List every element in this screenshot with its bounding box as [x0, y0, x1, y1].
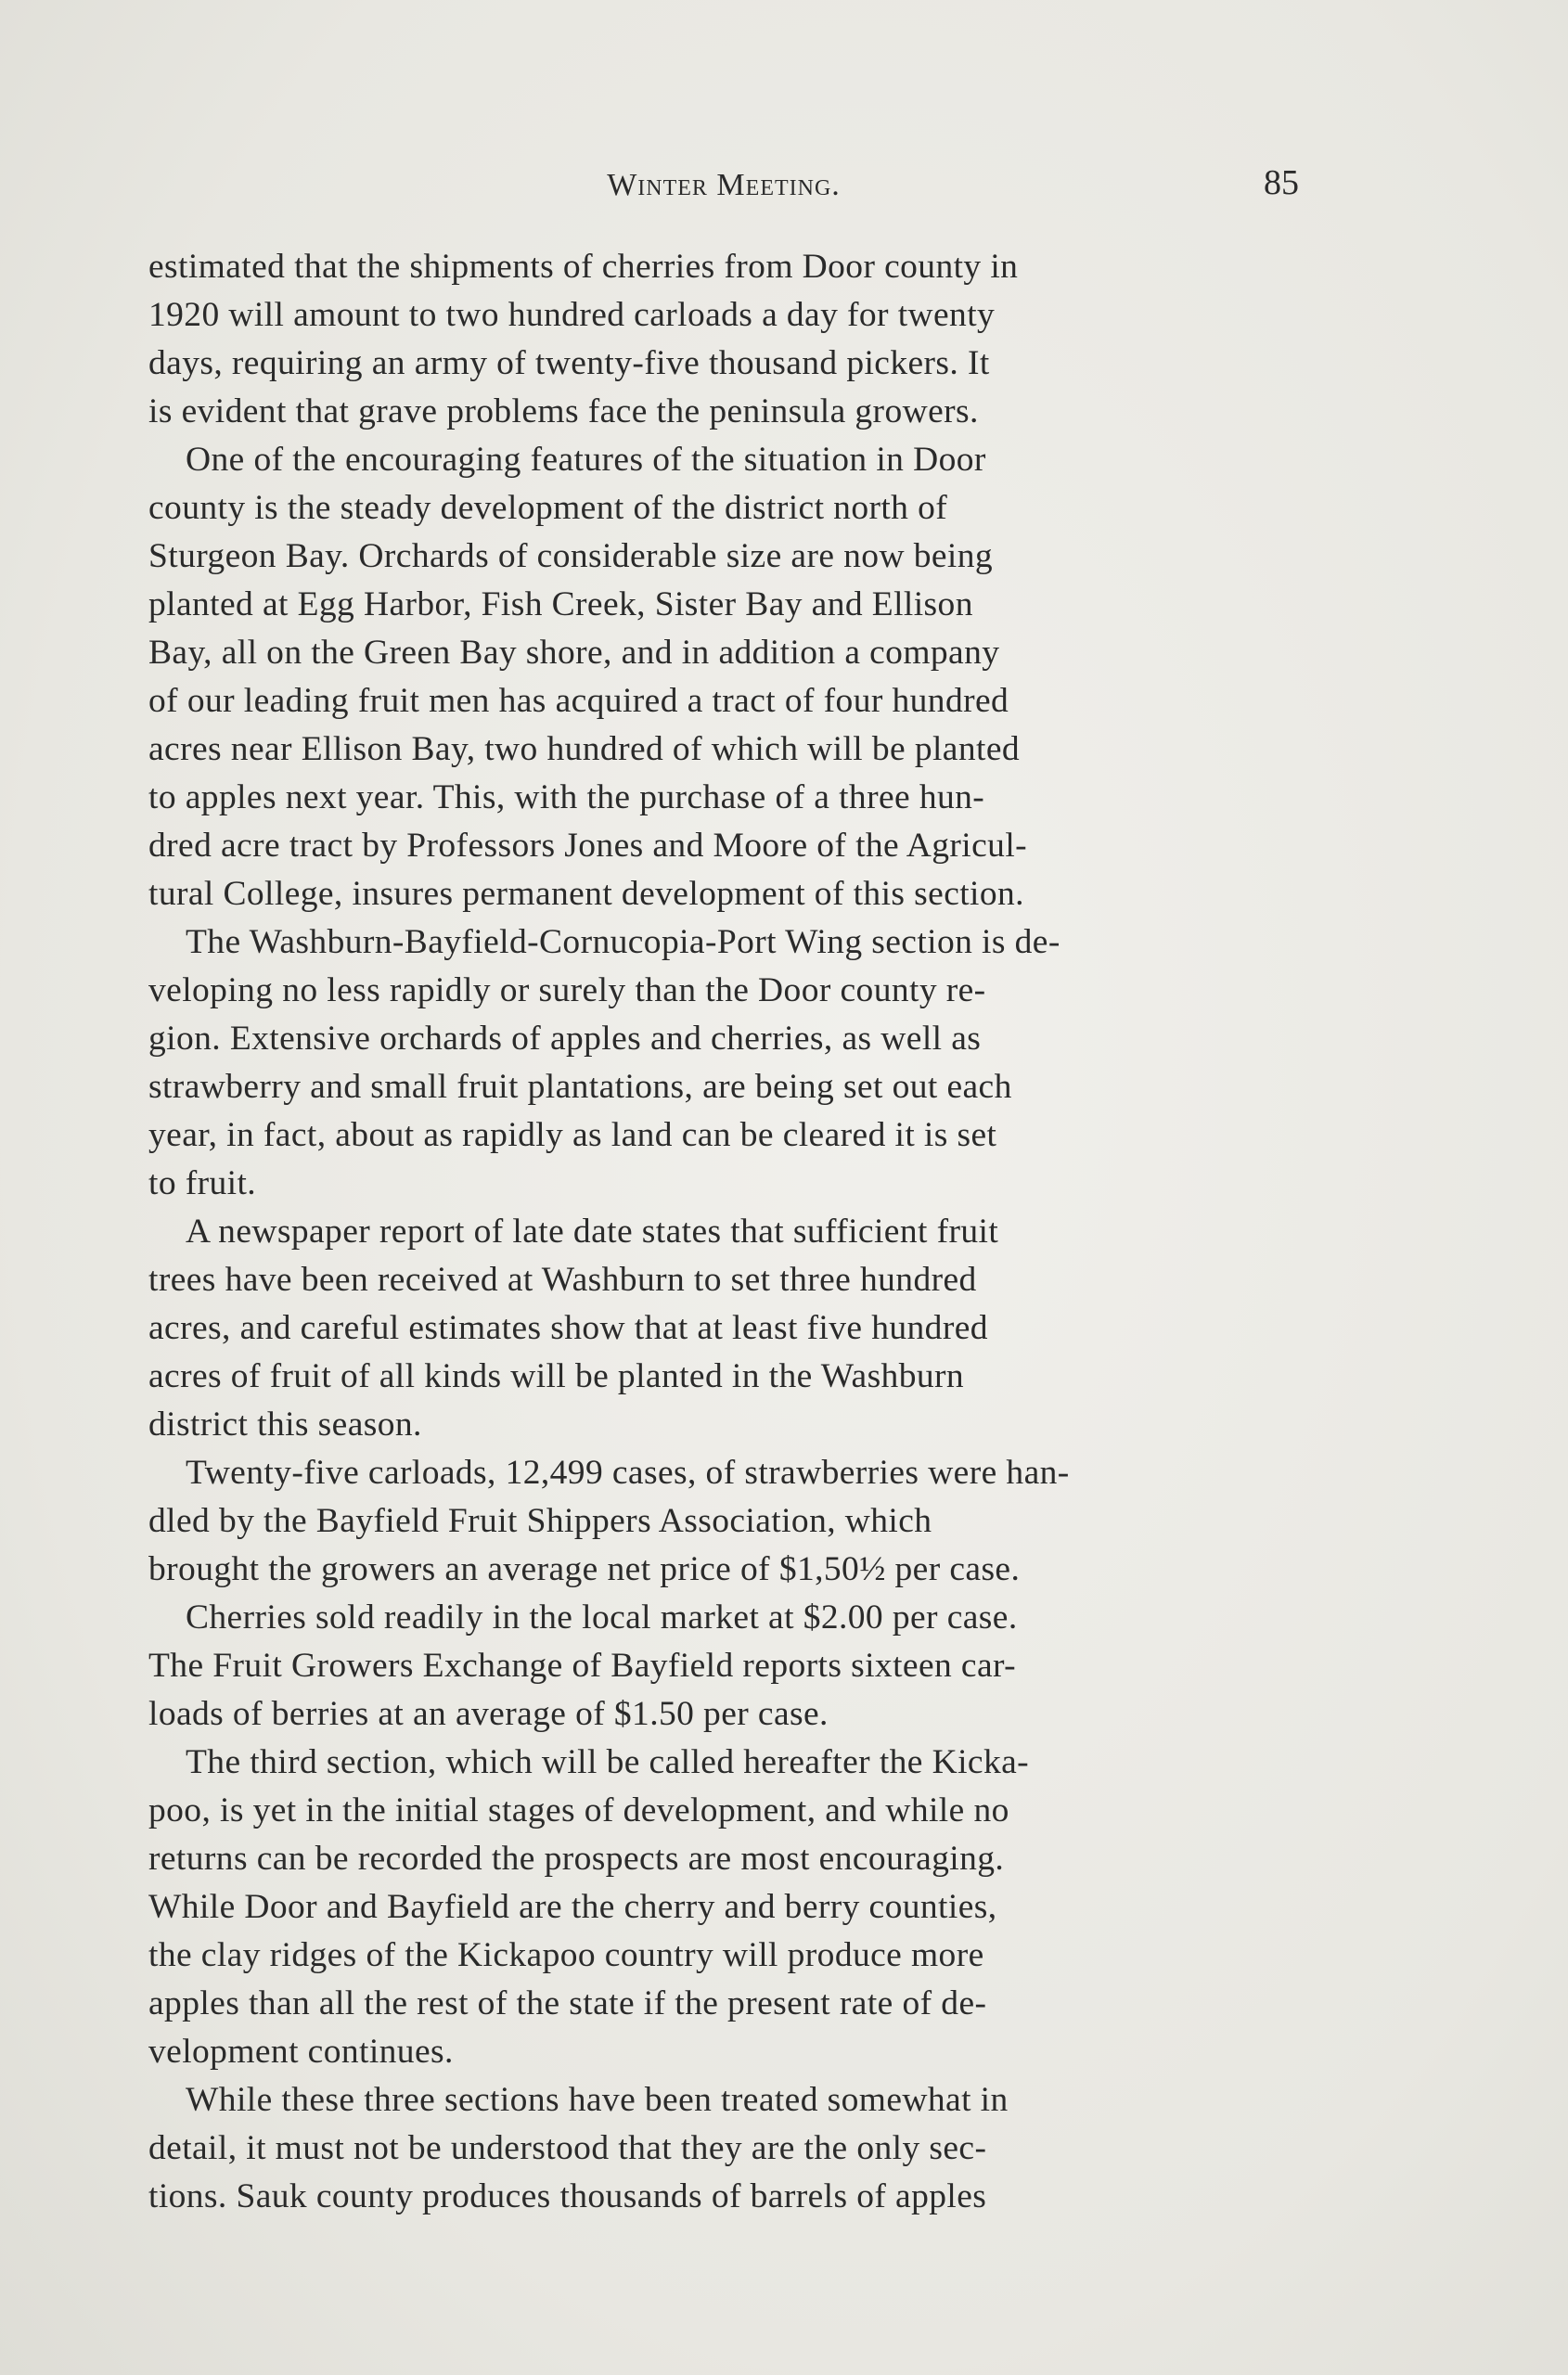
text-line: Twenty-five carloads, 12,499 cases, of strawberries were han-: [186, 1454, 1070, 1492]
text-line: to apples next year. This, with the purchase of a three hun-: [148, 778, 985, 816]
paragraph-1: [148, 243, 1355, 436]
text-line: A newspaper report of late date states that sufficient fruit: [186, 1213, 999, 1251]
paragraph-4: [148, 1208, 1355, 1449]
paragraph-2: [148, 436, 1355, 918]
text-line: brought the growers an average net price of $1,50½ per case.: [148, 1550, 1021, 1588]
text-line: the clay ridges of the Kickapoo country will produce more: [148, 1936, 984, 1974]
text-line: While these three sections have been treated somewhat in: [186, 2081, 1009, 2119]
text-line: county is the steady development of the district north of: [148, 489, 948, 527]
text-line: While Door and Bayfield are the cherry and berry counties,: [148, 1888, 997, 1926]
text-line: tural College, insures permanent development of this section.: [148, 875, 1024, 913]
text-line: estimated that the shipments of cherries from Door county in: [148, 248, 1019, 286]
text-line: The Fruit Growers Exchange of Bayfield reports sixteen car-: [148, 1647, 1017, 1685]
page-header: [148, 162, 1299, 218]
text-line: of our leading fruit men has acquired a tract of four hundred: [148, 682, 1009, 720]
text-line: The third section, which will be called hereafter the Kicka-: [186, 1743, 1030, 1781]
running-head: Winter Meeting.: [607, 168, 841, 202]
text-line: poo, is yet in the initial stages of development, and while no: [148, 1791, 1009, 1829]
text-line: The Washburn-Bayfield-Cornucopia-Port Wing section is de-: [186, 923, 1060, 961]
text-line: is evident that grave problems face the peninsula growers.: [148, 392, 979, 430]
text-line: dred acre tract by Professors Jones and Moore of the Agricul-: [148, 827, 1028, 865]
text-line: year, in fact, about as rapidly as land can be cleared it is set: [148, 1116, 997, 1154]
text-line: 1920 will amount to two hundred carloads a day for twenty: [148, 296, 996, 334]
page-number: 85: [1264, 163, 1299, 202]
paragraph-6: [148, 1594, 1355, 1739]
text-line: dled by the Bayfield Fruit Shippers Association, which: [148, 1502, 932, 1540]
text-line: acres, and careful estimates show that at least five hundred: [148, 1309, 988, 1347]
text-line: days, requiring an army of twenty-five thousand pickers. It: [148, 344, 990, 382]
text-line: Cherries sold readily in the local market at $2.00 per case.: [186, 1598, 1018, 1637]
text-line: detail, it must not be understood that they are the only sec-: [148, 2129, 987, 2167]
text-line: loads of berries at an average of $1.50 per case.: [148, 1695, 829, 1733]
text-line: velopment continues.: [148, 2033, 454, 2071]
text-line: strawberry and small fruit plantations, are being set out each: [148, 1068, 1012, 1106]
paragraph-5: [148, 1449, 1355, 1594]
text-line: district this season.: [148, 1406, 422, 1444]
text-line: apples than all the rest of the state if the present rate of de-: [148, 1984, 987, 2022]
text-line: Bay, all on the Green Bay shore, and in addition a company: [148, 634, 1000, 672]
text-line: Sturgeon Bay. Orchards of considerable size are now being: [148, 537, 994, 575]
text-line: tions. Sauk county produces thousands of barrels of apples: [148, 2177, 987, 2215]
text-line: acres of fruit of all kinds will be planted in the Washburn: [148, 1357, 965, 1395]
text-line: gion. Extensive orchards of apples and cherries, as well as: [148, 1020, 982, 1058]
text-line: One of the encouraging features of the situation in Door: [186, 441, 986, 479]
text-line: acres near Ellison Bay, two hundred of which will be planted: [148, 730, 1021, 768]
paragraph-7: [148, 1739, 1355, 2076]
text-line: veloping no less rapidly or surely than the Door county re-: [148, 971, 986, 1009]
text-line: trees have been received at Washburn to set three hundred: [148, 1261, 977, 1299]
paragraph-3: [148, 918, 1355, 1208]
text-line: returns can be recorded the prospects are most encouraging.: [148, 1840, 1005, 1878]
paragraph-8: [148, 2076, 1355, 2221]
body-text: [148, 243, 1355, 2221]
text-line: planted at Egg Harbor, Fish Creek, Sister Bay and Ellison: [148, 585, 973, 623]
text-line: to fruit.: [148, 1164, 257, 1202]
